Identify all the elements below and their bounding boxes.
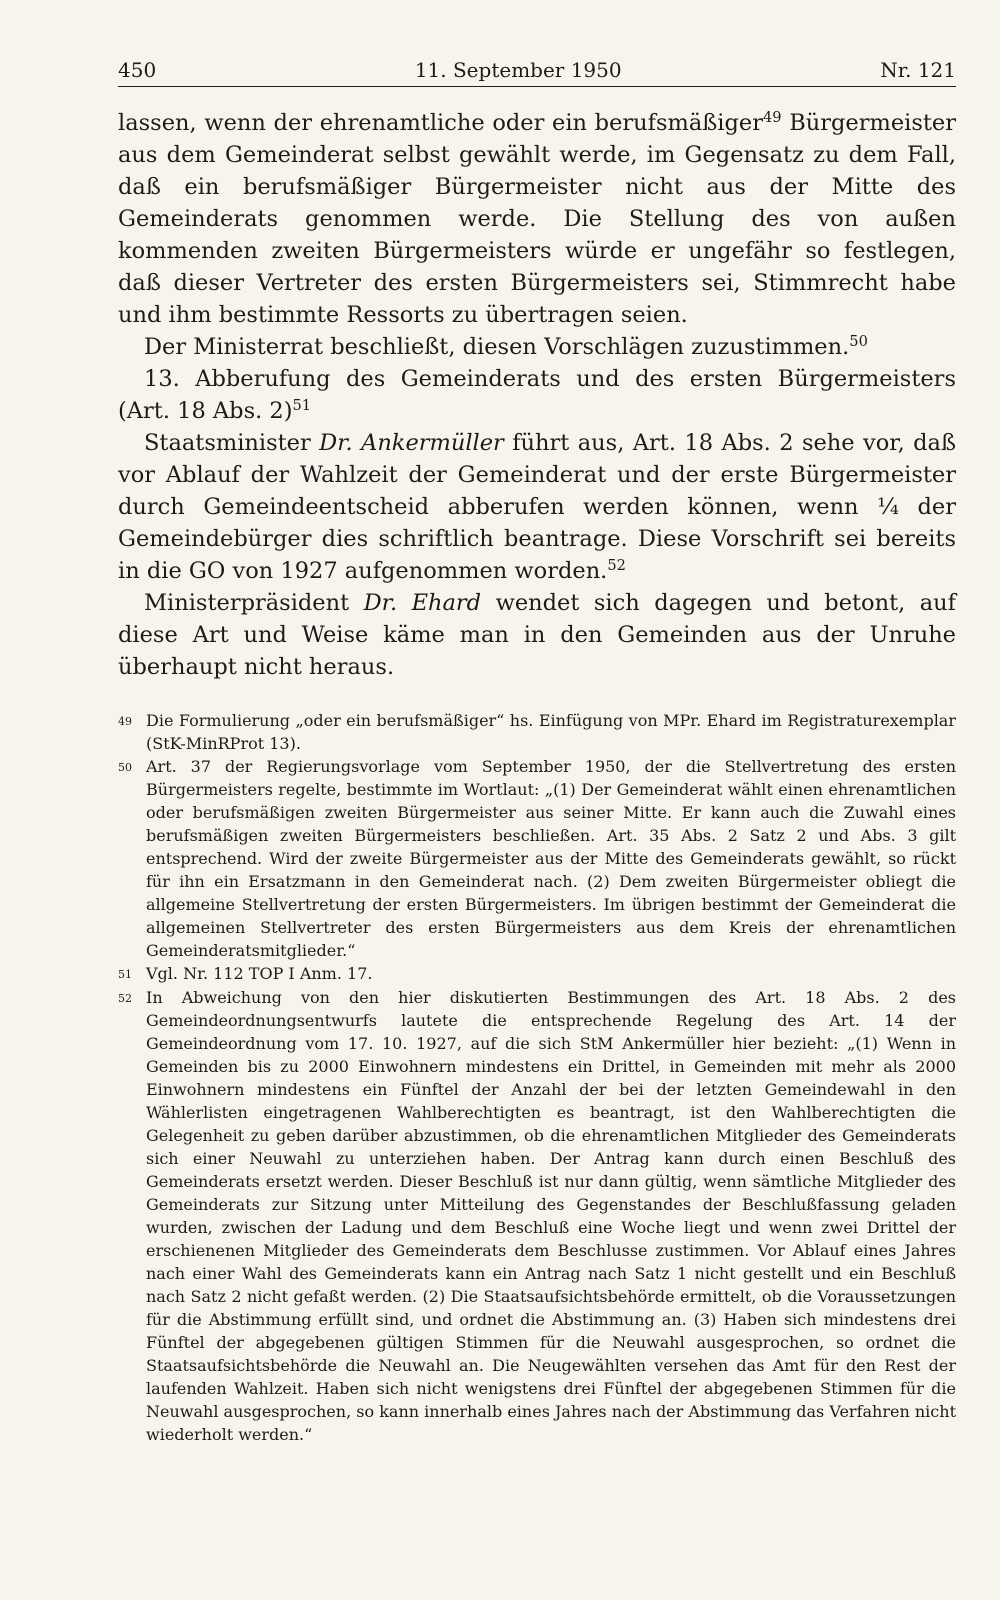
footnote-51 <box>118 962 956 986</box>
running-header <box>118 58 956 87</box>
paragraph-1-text-a: lassen, wenn der ehrenamtliche oder ein berufsmäßiger <box>118 110 763 136</box>
paragraph-4 <box>118 427 956 587</box>
footnote-50 <box>118 755 956 962</box>
footnote-ref-50[interactable]: 50 <box>849 332 868 350</box>
footnote-text: Die Formulierung „oder ein berufsmäßiger“ hs. Einfügung von MPr. Ehard im Registraturexemplar (StK-MinRProt 13). <box>146 711 956 753</box>
paragraph-2 <box>118 331 956 363</box>
paragraph-1-text-b: Bürgermeister aus dem Gemeinderat selbst gewählt werde, im Gegensatz zu dem Fall, daß ein berufsmäßiger Bürgermeister nicht aus der Mitte des Gemeinderats genommen werde. Die Stellung des von außen kommenden zweiten Bürgermeisters würde er ungefähr so festlegen, daß dieser Vertreter des ersten Bürgermeisters sei, Stimmrecht habe und ihm bestimmte Ressorts zu übertragen seien. <box>118 110 956 328</box>
paragraph-4-text: führt aus, Art. 18 Abs. 2 sehe vor, daß vor Ablauf der Wahlzeit der Gemeinderat und der erste Bürgermeister durch Gemeindeentscheid abberufen werden können, wenn ¼ der Gemeindebürger dies schriftlich beantrage. Diese Vorschrift sei bereits in die GO von 1927 aufgenommen worden. <box>118 430 956 584</box>
footnote-number: 51 <box>118 968 132 981</box>
page-number: 450 <box>118 58 157 82</box>
document-page <box>118 58 956 1446</box>
paragraph-2-text: Der Ministerrat beschließt, diesen Vorschlägen zuzustimmen. <box>144 334 850 360</box>
paragraph-5-text: wendet sich dagegen und betont, auf diese Art und Weise käme man in den Gemeinden aus der Unruhe überhaupt nicht heraus. <box>118 590 956 680</box>
footnote-text: In Abweichung von den hier diskutierten Bestimmungen des Art. 18 Abs. 2 des Gemeindeordnungsentwurfs lautete die entsprechende Regelung des Art. 14 der Gemeindeordnung vom 17. 10. 1927, auf die sich StM Ankermüller hier bezieht: „(1) Wenn in Gemeinden bis zu 2000 Einwohnern mindestens ein Drittel, in Gemeinden mit mehr als 2000 Einwohnern mindestens ein Fünftel der Anzahl der bei der letzten Gemeindewahl in den Wählerlisten eingetragenen Wahlberechtigten es beantragt, ist den Wahlberechtigten die Gelegenheit zu geben darüber abzustimmen, ob die ehrenamtlichen Mitglieder des Gemeinderats sich einer Neuwahl zu unterziehen haben. Der Antrag kann durch einen Beschluß des Gemeinderats ersetzt werden. Dieser Beschluß ist nur dann gültig, wenn sämtliche Mitglieder des Gemeinderats zur Sitzung unter Mitteilung des Gegenstandes der Beschlußfassung geladen wurden, zwischen der Ladung und dem Beschluß eine Woche liegt und wenn zwei Drittel der erschienenen Mitglieder des Gemeinderats dem Beschlusse zustimmen. Vor Ablauf eines Jahres nach einer Wahl des Gemeinderats kann ein Antrag nach Satz 1 nicht gestellt und ein Beschluß nach Satz 2 nicht gefaßt werden. (2) Die Staatsaufsichtsbehörde ermittelt, ob die Voraussetzungen für die Abstimmung erfüllt sind, und ordnet die Abstimmung an. (3) Haben sich mindestens drei Fünftel der abgegebenen gültigen Stimmen für die Neuwahl ausgesprochen, so ordnet die Staatsaufsichtsbehörde die Neuwahl an. Die Neugewählten versehen das Amt für den Rest der laufenden Wahlzeit. Haben sich nicht wenigstens drei Fünftel der abgegebenen Stimmen für die Neuwahl ausgesprochen, so kann innerhalb eines Jahres nach der Abstimmung das Verfahren nicht wiederholt werden.“ <box>146 988 956 1444</box>
paragraph-1 <box>118 107 956 331</box>
speaker-name-ankermueller: Dr. Ankermüller <box>319 430 504 456</box>
footnote-ref-52[interactable]: 52 <box>607 556 626 574</box>
paragraph-5-prefix: Ministerpräsident <box>144 590 364 616</box>
footnotes <box>118 709 956 1446</box>
footnote-49 <box>118 709 956 755</box>
section-heading-text: 13. Abberufung des Gemeinderats und des ersten Bürgermeisters (Art. 18 Abs. 2) <box>118 366 956 424</box>
section-heading-13 <box>118 363 956 427</box>
footnote-number: 50 <box>118 761 132 774</box>
footnote-number: 49 <box>118 715 132 728</box>
footnote-text: Vgl. Nr. 112 TOP I Anm. 17. <box>146 964 373 983</box>
speaker-name-ehard: Dr. Ehard <box>363 590 482 616</box>
header-date: 11. September 1950 <box>414 58 622 82</box>
document-number: Nr. 121 <box>880 58 956 82</box>
footnote-ref-51[interactable]: 51 <box>292 396 312 414</box>
paragraph-5 <box>118 587 956 683</box>
footnote-ref-49[interactable]: 49 <box>762 108 782 126</box>
footnote-52 <box>118 986 956 1446</box>
paragraph-4-prefix: Staatsminister <box>144 430 320 456</box>
main-text <box>118 107 956 683</box>
footnote-number: 52 <box>118 992 132 1005</box>
footnote-text: Art. 37 der Regierungsvorlage vom September 1950, der die Stellvertretung des ersten Bürgermeisters regelte, bestimmte im Wortlaut: „(1) Der Gemeinderat wählt einen ehrenamtlichen oder berufsmäßigen zweiten Bürgermeister aus seiner Mitte. Er kann auch die Zuwahl eines berufsmäßigen zweiten Bürgermeisters beschließen. Art. 35 Abs. 2 Satz 2 und Abs. 3 gilt entsprechend. Wird der zweite Bürgermeister aus der Mitte des Gemeinderats gewählt, so rückt für ihn ein Ersatzmann in den Gemeinderat nach. (2) Dem zweiten Bürgermeister obliegt die allgemeine Stellvertretung der ersten Bürgermeisters. Im übrigen bestimmt der Gemeinderat die allgemeinen Stellvertreter des ersten Bürgermeisters aus dem Kreis der ehrenamtlichen Gemeinderatsmitglieder.“ <box>146 757 956 960</box>
